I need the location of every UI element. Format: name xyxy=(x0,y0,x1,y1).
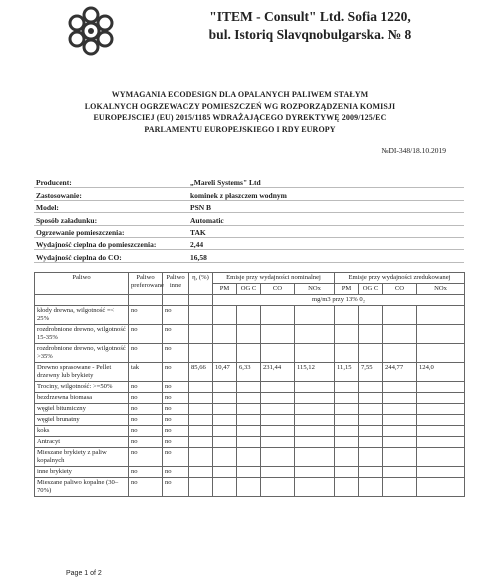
document-number: №DI-348/18.10.2019 xyxy=(381,146,446,155)
cell-inne: no xyxy=(163,363,189,382)
cell-pm2 xyxy=(335,344,359,363)
info-value: Automatic xyxy=(188,213,464,225)
cell-inne: no xyxy=(163,404,189,415)
table-row xyxy=(35,382,465,393)
cell-co1 xyxy=(261,404,295,415)
table-row xyxy=(35,426,465,437)
cell-pm2 xyxy=(335,448,359,467)
cell-nox1 xyxy=(295,415,335,426)
cell-pref: no xyxy=(129,306,163,325)
cell-nox1 xyxy=(295,426,335,437)
cell-ogc2 xyxy=(359,426,383,437)
cell-nox1 xyxy=(295,382,335,393)
cell-co2 xyxy=(383,448,417,467)
table-row xyxy=(35,448,465,467)
cell-ogc2 xyxy=(359,437,383,448)
col-header-paliwo: Paliwo xyxy=(35,273,129,295)
cell-co1 xyxy=(261,426,295,437)
table-row xyxy=(35,393,465,404)
cell-co2 xyxy=(383,415,417,426)
company-header xyxy=(150,8,470,44)
cell-ogc1 xyxy=(237,344,261,363)
info-key: Wydajność cieplna do pomieszczenia: xyxy=(34,237,188,249)
cell-pm1 xyxy=(213,437,237,448)
cell-inne: no xyxy=(163,415,189,426)
cell-co1 xyxy=(261,344,295,363)
cell-co1: 231,44 xyxy=(261,363,295,382)
table-row xyxy=(35,415,465,426)
cell-pm1 xyxy=(213,426,237,437)
cell-ogc2 xyxy=(359,448,383,467)
col-header-pm: PM xyxy=(213,284,237,295)
cell-ogc2 xyxy=(359,306,383,325)
cell-co2 xyxy=(383,344,417,363)
cell-co1 xyxy=(261,448,295,467)
col-header-co: CO xyxy=(261,284,295,295)
cell-co2 xyxy=(383,426,417,437)
col-header-nox: NOx xyxy=(417,284,465,295)
cell-co1 xyxy=(261,306,295,325)
cell-nox1 xyxy=(295,393,335,404)
company-logo xyxy=(58,2,124,60)
cell-pm2 xyxy=(335,467,359,478)
info-key: Zastosowanie: xyxy=(34,188,188,200)
cell-pref: tak xyxy=(129,363,163,382)
info-row xyxy=(34,250,464,262)
cell-pm2 xyxy=(335,415,359,426)
cell-eta xyxy=(189,404,213,415)
cell-pm1: 10,47 xyxy=(213,363,237,382)
info-row xyxy=(34,176,464,188)
company-address-line: bul. Istoriq Slavqnobulgarska. № 8 xyxy=(208,27,412,42)
product-info-table xyxy=(34,176,464,263)
cell-pref: no xyxy=(129,382,163,393)
cell-pm1 xyxy=(213,306,237,325)
cell-pm2 xyxy=(335,382,359,393)
col-header-co: CO xyxy=(383,284,417,295)
cell-ogc2 xyxy=(359,478,383,497)
cell-nox2 xyxy=(417,404,465,415)
cell-pref: no xyxy=(129,344,163,363)
cell-co2 xyxy=(383,393,417,404)
title-line: WYMAGANIA ECODESIGN DLA OPALANYCH PALIWEM STAŁYM xyxy=(111,90,369,99)
title-line: EUROPEJSCIEJ (EU) 2015/1185 WDRAŻAJĄCEGO DYREKTYWĘ 2009/125/EC xyxy=(93,113,387,122)
info-value: 16,58 xyxy=(188,250,464,262)
cell-inne: no xyxy=(163,426,189,437)
cell-inne: no xyxy=(163,325,189,344)
units-row: mg/m3 przy 13% 0₂ xyxy=(213,295,465,306)
info-key: Wydajność cieplna do CO: xyxy=(34,250,188,262)
cell-co1 xyxy=(261,382,295,393)
cell-nox2 xyxy=(417,325,465,344)
info-value: 2,44 xyxy=(188,237,464,249)
cell-name: rozdrobnione drewno, wilgotność >35% xyxy=(35,344,129,363)
cell-pref: no xyxy=(129,437,163,448)
cell-co2 xyxy=(383,325,417,344)
cell-pref: no xyxy=(129,393,163,404)
col-header-reduced: Emisje przy wydajności zredukowanej xyxy=(335,273,465,284)
cell-ogc1 xyxy=(237,382,261,393)
cell-nox1 xyxy=(295,344,335,363)
cell-inne: no xyxy=(163,382,189,393)
cell-inne: no xyxy=(163,344,189,363)
cell-eta xyxy=(189,415,213,426)
cell-nox2: 124,0 xyxy=(417,363,465,382)
table-row xyxy=(35,325,465,344)
cell-eta xyxy=(189,325,213,344)
info-value: kominek z płaszczem wodnym xyxy=(188,188,464,200)
cell-name: kłody drewna, wilgotność =< 25% xyxy=(35,306,129,325)
cell-eta xyxy=(189,426,213,437)
cell-co2 xyxy=(383,382,417,393)
cell-inne: no xyxy=(163,393,189,404)
cell-pm1 xyxy=(213,404,237,415)
cell-ogc2 xyxy=(359,382,383,393)
table-row xyxy=(35,306,465,325)
col-header-preferowane: Paliwo preferowane xyxy=(129,273,163,295)
cell-ogc1 xyxy=(237,306,261,325)
cell-name: Mieszane paliwo kopalne (30–70%) xyxy=(35,478,129,497)
cell-name: rozdrobnione drewno, wilgotność 15-35% xyxy=(35,325,129,344)
cell-ogc1: 6,33 xyxy=(237,363,261,382)
cell-co1 xyxy=(261,437,295,448)
cell-inne: no xyxy=(163,448,189,467)
cell-co2 xyxy=(383,306,417,325)
cell-pm1 xyxy=(213,448,237,467)
cell-nox2 xyxy=(417,478,465,497)
cell-inne: no xyxy=(163,467,189,478)
cell-ogc1 xyxy=(237,415,261,426)
info-row xyxy=(34,213,464,225)
table-row xyxy=(35,404,465,415)
col-header-nominal: Emisje przy wydajności nominalnej xyxy=(213,273,335,284)
cell-name: inne brykiety xyxy=(35,467,129,478)
info-row xyxy=(34,200,464,212)
cell-pref: no xyxy=(129,415,163,426)
info-row xyxy=(34,237,464,249)
cell-eta xyxy=(189,382,213,393)
cell-name: węgiel brunatny xyxy=(35,415,129,426)
cell-co2 xyxy=(383,478,417,497)
cell-ogc2 xyxy=(359,344,383,363)
cell-co2 xyxy=(383,467,417,478)
cell-ogc2 xyxy=(359,467,383,478)
cell-eta xyxy=(189,306,213,325)
cell-nox2 xyxy=(417,393,465,404)
cell-pref: no xyxy=(129,478,163,497)
cell-nox1 xyxy=(295,325,335,344)
col-header-pm: PM xyxy=(335,284,359,295)
cell-pref: no xyxy=(129,404,163,415)
cell-pm1 xyxy=(213,325,237,344)
cell-eta xyxy=(189,437,213,448)
info-key: Producent: xyxy=(34,176,188,188)
info-value: PSN B xyxy=(188,200,464,212)
info-key: Sposób załadunku: xyxy=(34,213,188,225)
col-header-ogc: OG C xyxy=(359,284,383,295)
cell-nox2 xyxy=(417,344,465,363)
cell-name: Trociny, wilgotność: >=50% xyxy=(35,382,129,393)
cell-ogc2 xyxy=(359,325,383,344)
info-value: TAK xyxy=(188,225,464,237)
cell-ogc1 xyxy=(237,448,261,467)
cell-pm1 xyxy=(213,393,237,404)
cell-inne: no xyxy=(163,306,189,325)
cell-ogc2 xyxy=(359,415,383,426)
cell-eta xyxy=(189,393,213,404)
cell-ogc1 xyxy=(237,426,261,437)
cell-ogc1 xyxy=(237,437,261,448)
cell-pm2 xyxy=(335,437,359,448)
cell-name: bezdrzewna biomasa xyxy=(35,393,129,404)
table-row xyxy=(35,467,465,478)
emissions-table xyxy=(34,272,465,497)
cell-nox1 xyxy=(295,437,335,448)
cell-co1 xyxy=(261,478,295,497)
cell-nox1 xyxy=(295,478,335,497)
cell-pm2: 11,15 xyxy=(335,363,359,382)
cell-nox2 xyxy=(417,426,465,437)
cell-pm2 xyxy=(335,306,359,325)
title-line: LOKALNYCH OGRZEWACZY POMIESZCZEŃ WG ROZPORZĄDZENIA KOMISJI xyxy=(84,101,396,111)
cell-pm2 xyxy=(335,393,359,404)
cell-name: węgiel bitumiczny xyxy=(35,404,129,415)
table-row xyxy=(35,363,465,382)
cell-nox2 xyxy=(417,415,465,426)
cell-pm2 xyxy=(335,404,359,415)
cell-nox1: 115,12 xyxy=(295,363,335,382)
table-row xyxy=(35,478,465,497)
cell-pref: no xyxy=(129,325,163,344)
cell-co2: 244,77 xyxy=(383,363,417,382)
cell-name: koks xyxy=(35,426,129,437)
cell-co2 xyxy=(383,404,417,415)
cell-ogc1 xyxy=(237,325,261,344)
cell-pm1 xyxy=(213,382,237,393)
cell-co1 xyxy=(261,415,295,426)
info-row xyxy=(34,225,464,237)
cell-nox2 xyxy=(417,448,465,467)
cell-name: Antracyt xyxy=(35,437,129,448)
cell-pm1 xyxy=(213,467,237,478)
col-header-nox: NOx xyxy=(295,284,335,295)
title-line: PARLAMENTU EUROPEJSKIEGO I RDY EUROPY xyxy=(144,124,336,134)
cell-co1 xyxy=(261,325,295,344)
cell-pref: no xyxy=(129,426,163,437)
cell-nox1 xyxy=(295,306,335,325)
table-row xyxy=(35,437,465,448)
cell-pm2 xyxy=(335,325,359,344)
cell-nox1 xyxy=(295,467,335,478)
cell-pref: no xyxy=(129,448,163,467)
cell-eta xyxy=(189,478,213,497)
cell-ogc2: 7,55 xyxy=(359,363,383,382)
cell-nox2 xyxy=(417,306,465,325)
cell-name: Drewno sprasowane - Pellet drzewny lub brykiety xyxy=(35,363,129,382)
cell-nox1 xyxy=(295,404,335,415)
cell-co1 xyxy=(261,467,295,478)
cell-pm2 xyxy=(335,426,359,437)
cell-inne: no xyxy=(163,437,189,448)
cell-ogc2 xyxy=(359,393,383,404)
cell-pm1 xyxy=(213,415,237,426)
cell-pm1 xyxy=(213,478,237,497)
cell-nox1 xyxy=(295,448,335,467)
table-row xyxy=(35,344,465,363)
cell-ogc1 xyxy=(237,393,261,404)
company-name-line: "ITEM - Consult" Ltd. Sofia 1220, xyxy=(209,9,411,24)
info-row xyxy=(34,188,464,200)
info-key: Ogrzewanie pomieszczenia: xyxy=(34,225,188,237)
document-title xyxy=(30,89,450,135)
cell-co2 xyxy=(383,437,417,448)
cell-pm2 xyxy=(335,478,359,497)
cell-ogc1 xyxy=(237,478,261,497)
col-header-ogc: OG C xyxy=(237,284,261,295)
cell-eta xyxy=(189,467,213,478)
cell-nox2 xyxy=(417,437,465,448)
col-header-eta: η, (%) xyxy=(189,273,213,295)
cell-ogc2 xyxy=(359,404,383,415)
cell-eta: 85,66 xyxy=(189,363,213,382)
cell-inne: no xyxy=(163,478,189,497)
cell-nox2 xyxy=(417,382,465,393)
cell-name: Mieszane brykiety z paliw kopalnych xyxy=(35,448,129,467)
col-header-inne: Paliwo inne xyxy=(163,273,189,295)
cell-ogc1 xyxy=(237,467,261,478)
page-number: Page 1 of 2 xyxy=(66,570,102,577)
cell-eta xyxy=(189,344,213,363)
cell-eta xyxy=(189,448,213,467)
cell-pm1 xyxy=(213,344,237,363)
cell-pref: no xyxy=(129,467,163,478)
info-key: Model: xyxy=(34,200,188,212)
cell-ogc1 xyxy=(237,404,261,415)
cell-co1 xyxy=(261,393,295,404)
cell-nox2 xyxy=(417,467,465,478)
info-value: „Mareli Systems" Ltd xyxy=(188,176,464,188)
